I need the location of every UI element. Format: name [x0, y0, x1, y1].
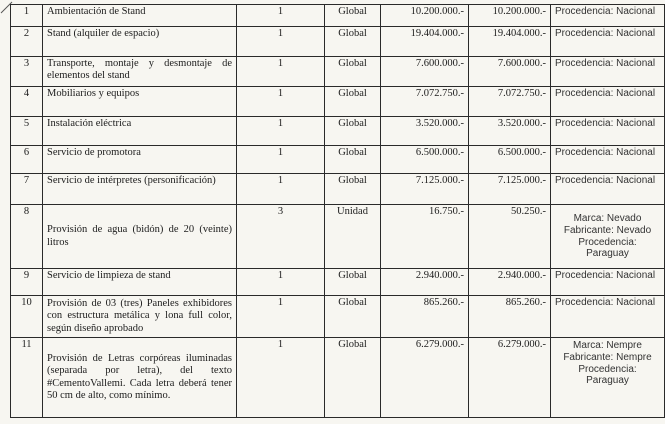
item-unit: Global	[325, 146, 381, 174]
item-unit: Global	[325, 296, 381, 338]
origin-brand: Marca: Nevado	[573, 212, 642, 224]
item-total-price: 6.279.000.-	[469, 338, 551, 418]
item-origin	[551, 205, 665, 269]
item-total-price: 865.260.-	[469, 296, 551, 338]
item-description: Servicio de limpieza de stand	[43, 269, 237, 296]
item-description: Provisión de 03 (tres) Paneles exhibidores con estructura metálica y lona full color, según diseño aprobado	[43, 296, 237, 338]
item-total-price: 2.940.000.-	[469, 269, 551, 296]
item-unit: Global	[325, 338, 381, 418]
item-description: Transporte, montaje y desmontaje de elementos del stand	[43, 57, 237, 87]
item-description: Provisión de Letras corpóreas iluminadas (separada por letra), del texto #CementoVallemi. Cada letra deberá tener 50 cm de alto, como mínimo.	[43, 338, 237, 418]
item-unit-price: 6.500.000.-	[381, 146, 469, 174]
table-row	[11, 5, 665, 27]
item-unit-price: 19.404.000.-	[381, 27, 469, 57]
item-total-price: 3.520.000.-	[469, 117, 551, 146]
item-quantity: 1	[237, 146, 325, 174]
item-unit-price: 6.279.000.-	[381, 338, 469, 418]
origin-label: Procedencia:	[578, 363, 637, 375]
item-total-price: 7.600.000.-	[469, 57, 551, 87]
table-row	[11, 174, 665, 205]
item-origin: Procedencia: Nacional	[551, 174, 665, 205]
item-origin: Procedencia: Nacional	[551, 117, 665, 146]
item-description: Servicio de promotora	[43, 146, 237, 174]
item-unit: Global	[325, 269, 381, 296]
table-row	[11, 117, 665, 146]
item-quantity: 1	[237, 174, 325, 205]
item-quantity: 1	[237, 27, 325, 57]
item-quantity: 1	[237, 5, 325, 27]
item-description: Ambientación de Stand	[43, 5, 237, 27]
item-origin	[551, 338, 665, 418]
item-origin: Procedencia: Nacional	[551, 87, 665, 117]
item-origin: Procedencia: Nacional	[551, 146, 665, 174]
item-origin: Procedencia: Nacional	[551, 296, 665, 338]
table-row	[11, 27, 665, 57]
item-description: Instalación eléctrica	[43, 117, 237, 146]
item-unit-price: 7.600.000.-	[381, 57, 469, 87]
items-table	[10, 4, 665, 418]
item-quantity: 1	[237, 87, 325, 117]
item-quantity: 1	[237, 269, 325, 296]
origin-manufacturer: Fabricante: Nevado	[563, 224, 652, 236]
item-quantity: 3	[237, 205, 325, 269]
item-unit: Unidad	[325, 205, 381, 269]
item-unit: Global	[325, 57, 381, 87]
item-unit: Global	[325, 27, 381, 57]
table-row	[11, 269, 665, 296]
item-quantity: 1	[237, 117, 325, 146]
item-unit-price: 865.260.-	[381, 296, 469, 338]
item-unit: Global	[325, 174, 381, 205]
origin-manufacturer: Fabricante: Nempre	[563, 351, 652, 363]
item-number: 9	[11, 269, 43, 296]
item-origin: Procedencia: Nacional	[551, 27, 665, 57]
item-number: 5	[11, 117, 43, 146]
item-total-price: 6.500.000.-	[469, 146, 551, 174]
item-origin: Procedencia: Nacional	[551, 57, 665, 87]
item-number: 2	[11, 27, 43, 57]
item-quantity: 1	[237, 57, 325, 87]
table-row	[11, 338, 665, 418]
item-total-price: 10.200.000.-	[469, 5, 551, 27]
item-unit-price: 7.125.000.-	[381, 174, 469, 205]
item-unit-price: 2.940.000.-	[381, 269, 469, 296]
origin-country: Paraguay	[586, 248, 629, 260]
item-quantity: 1	[237, 338, 325, 418]
item-unit-price: 16.750.-	[381, 205, 469, 269]
item-total-price: 50.250.-	[469, 205, 551, 269]
item-unit: Global	[325, 87, 381, 117]
item-number: 1	[11, 5, 43, 27]
table-row	[11, 87, 665, 117]
item-unit: Global	[325, 5, 381, 27]
item-number: 4	[11, 87, 43, 117]
item-number: 6	[11, 146, 43, 174]
origin-label: Procedencia:	[578, 236, 637, 248]
item-number: 7	[11, 174, 43, 205]
item-description: Stand (alquiler de espacio)	[43, 27, 237, 57]
item-unit-price: 10.200.000.-	[381, 5, 469, 27]
item-description: Provisión de agua (bidón) de 20 (veinte) litros	[43, 205, 237, 269]
item-number: 10	[11, 296, 43, 338]
item-total-price: 7.072.750.-	[469, 87, 551, 117]
item-unit: Global	[325, 117, 381, 146]
table-row	[11, 205, 665, 269]
item-description: Servicio de intérpretes (personificación)	[43, 174, 237, 205]
item-number: 11	[11, 338, 43, 418]
item-number: 3	[11, 57, 43, 87]
table-row	[11, 296, 665, 338]
item-description: Mobiliarios y equipos	[43, 87, 237, 117]
item-unit-price: 7.072.750.-	[381, 87, 469, 117]
origin-country: Paraguay	[586, 375, 629, 387]
table-row	[11, 57, 665, 87]
item-origin: Procedencia: Nacional	[551, 5, 665, 27]
item-quantity: 1	[237, 296, 325, 338]
item-total-price: 7.125.000.-	[469, 174, 551, 205]
origin-brand: Marca: Nempre	[573, 340, 642, 351]
item-origin: Procedencia: Nacional	[551, 269, 665, 296]
item-number: 8	[11, 205, 43, 269]
item-unit-price: 3.520.000.-	[381, 117, 469, 146]
item-total-price: 19.404.000.-	[469, 27, 551, 57]
table-row	[11, 146, 665, 174]
